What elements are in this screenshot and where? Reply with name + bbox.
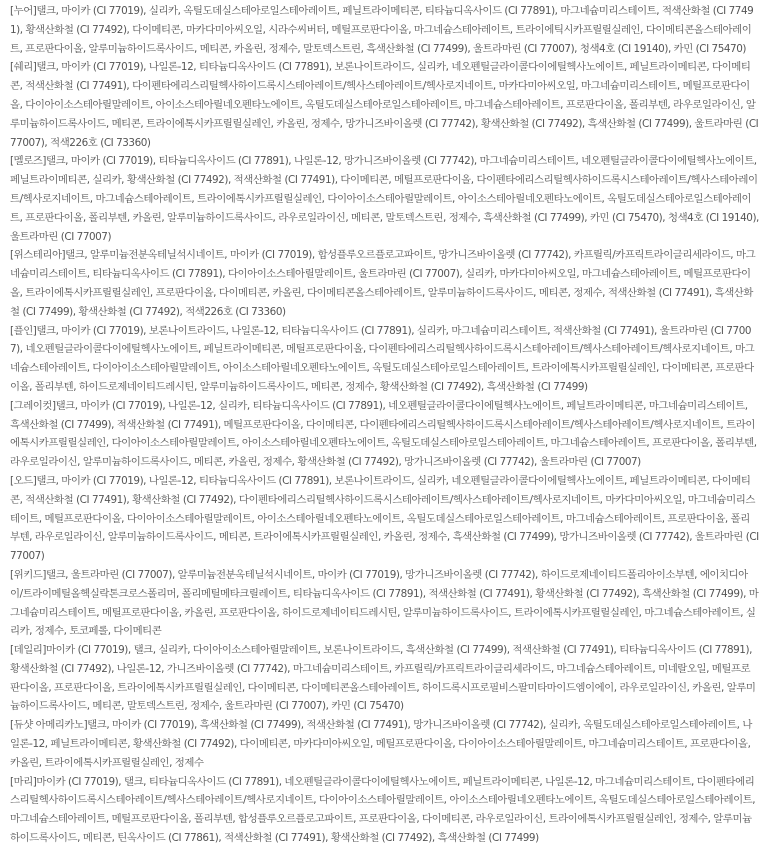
shade-label: [오드] xyxy=(10,474,37,487)
ingredient-paragraph-nuer xyxy=(10,2,759,58)
ingredient-text: 탤크, 마이카 (CI 77019), 보론나이트라이드, 나일론-12, 티타늄디옥사이드 (CI 77891), 실리카, 마그네슘미리스테이트, 적색산화철 (CI 77491), 울트라마린 (CI 77007), 네오펜틸글라이콜다이에틸헥사노에이트, 페닐트라이메티콘, 메틸프로판다이올, 다이펜타에리스리틸헥사하이드록시스테아레이트/헥사스테아레이트/헥사로지네이트, 마그네슘스테아레이트, 다이아이소스테아릴말레이트, 아이소스테아릴네오펜타노에이트, 옥틸도데실스테아로일스테아레이트, 트라이에톡시카프릴릴실레인, 다이메티콘, 프로판다이올, 폴리부텐, 하이드로제네이티드레시틴, 알루미늄하이드록사이드, 메티콘, 정제수, 황색산화철 (CI 77492), 흑색산화철 (CI 77499) xyxy=(10,324,755,393)
ingredient-text: 탤크, 마이카 (CI 77019), 나일론-12, 티타늄디옥사이드 (CI 77891), 보론나이트라이드, 실리카, 네오펜틸글라이콜다이에틸헥사노에이트, 페닐트라이메티콘, 다이메티콘, 적색산화철 (CI 77491), 다이펜타에리스리틸헥사하이드록시스테아레이트/헥사스테아레이트/헥사로지네이트, 마카다미아씨오일, 마그네슘미리스테이트, 메틸프로판다이올, 다이아이소스테아릴말레이트, 아이소스테아릴네오펜타노에이트, 옥틸도데실스테아로일스테아레이트, 마그네슘스테아레이트, 프로판다이올, 폴리부텐, 라우로일라이신, 알루미늄하이드록사이드, 메티콘, 트라이에톡시카프릴릴실레인, 카올린, 정제수, 망가니즈바이올렛 (CI 77742), 황색산화철 (CI 77492), 흑색산화철 (CI 77499), 울트라마린 (CI 77007), 적색226호 (CI 73360) xyxy=(10,61,759,149)
ingredient-paragraph-daily xyxy=(10,641,759,716)
ingredient-text: 탤크, 알루미늄전분옥테닐석시네이트, 마이카 (CI 77019), 합성플루오르플로고파이트, 망가니즈바이올렛 (CI 77742), 카프릴릭/카프릭트라이글리세라이드, 마그네슘미리스테이트, 티타늄디옥사이드 (CI 77891), 다이아이소스테아릴말레이트, 울트라마린 (CI 77007), 실리카, 마카다미아씨오일, 마그네슘스테아레이트, 메틸프로판다이올, 트라이에톡시카프릴릴실레인, 프로판다이올, 다이메티콘, 카올린, 다이메티콘올스테아레이트, 알루미늄하이드록사이드, 메티콘, 정제수, 적색산화철 (CI 77491), 흑색산화철 (CI 77499), 황색산화철 (CI 77492), 적색226호 (CI 73360) xyxy=(10,249,756,318)
shade-label: [멜로즈] xyxy=(10,155,46,168)
ingredient-text: 탤크, 마이카 (CI 77019), 나일론-12, 티타늄디옥사이드 (CI 77891), 보론나이트라이드, 실리카, 네오펜틸글라이콜다이에틸헥사노에이트, 페닐트라이메티콘, 다이메티콘, 적색산화철 (CI 77491), 황색산화철 (CI 77492), 다이펜타에리스리틸헥사하이드록시스테아레이트/헥사스테아레이트/헥사로지네이트, 마카다미아씨오일, 마그네슘미리스테이트, 메틸프로판다이올, 다이아이소스테아릴말레이트, 아이소스테아릴네오펜타노에이트, 옥틸도데실스테아로일스테아레이트, 마그네슘스테아레이트, 프로판다이올, 폴리부텐, 라우로일라이신, 알루미늄하이드록사이드, 메티콘, 트라이에톡시카프릴릴실레인, 카올린, 정제수, 흑색산화철 (CI 77499), 망가니즈바이올렛 (CI 77742), 울트라마린 (CI 77007) xyxy=(10,474,759,563)
ingredient-paragraph-dushot-americano xyxy=(10,716,759,772)
shade-label: [마리] xyxy=(10,775,37,788)
shade-label: [누어] xyxy=(10,5,37,17)
ingredient-paragraph-wicked xyxy=(10,566,759,641)
ingredient-text: 탤크, 울트라마린 (CI 77007), 알루미늄전분옥테닐석시네이트, 마이카 (CI 77019), 망가니즈바이올렛 (CI 77742), 하이드로제네이티드폴리아이소부텐, 에이치디아이/트라이메틸올헥실락톤크로스폴리머, 폴리메틸메타크릴레이트, 티타늄디옥사이드 (CI 77891), 적색산화철 (CI 77491), 황색산화철 (CI 77492), 흑색산화철 (CI 77499), 마그네슘미리스테이트, 메틸프로판다이올, 카올린, 프로판다이올, 하이드로제네이티드레시틴, 알루미늄하이드록사이드, 트라이에톡시카프릴릴실레인, 마그네슘스테아레이트, 실리카, 정제수, 토코페롤, 다이메티콘 xyxy=(10,568,759,638)
shade-label: [플인] xyxy=(10,324,37,337)
ingredient-paragraph-sherry xyxy=(10,58,759,152)
ingredient-paragraph-wisteria xyxy=(10,246,759,321)
shade-label: [데일리] xyxy=(10,644,46,657)
ingredient-text: 탤크, 마이카 (CI 77019), 나일론-12, 실리카, 티타늄디옥사이드 (CI 77891), 네오펜틸글라이콜다이에틸헥사노에이트, 페닐트라이메티콘, 마그네슘미리스테이트, 흑색산화철 (CI 77499), 적색산화철 (CI 77491), 메틸프로판다이올, 다이메티콘, 다이펜타에리스리틸헥사하이드록시스테아레이트/헥사스테아레이트/헥사로지네이트, 트라이에톡시카프릴릴실레인, 다이아이소스테아릴말레이트, 아이소스테아릴네오펜타노에이트, 옥틸도데실스테아로일스테아레이트, 마그네슘스테아레이트, 프로판다이올, 폴리부텐, 라우로일라이신, 알루미늄하이드록사이드, 메티콘, 카올린, 정제수, 황색산화철 (CI 77492), 망가니즈바이올렛 (CI 77742), 울트라마린 (CI 77007) xyxy=(10,399,757,469)
ingredient-paragraph-ode xyxy=(10,472,759,566)
shade-label: [쉐리] xyxy=(10,61,37,74)
ingredient-text: 마이카 (CI 77019), 탤크, 티타늄디옥사이드 (CI 77891), 네오펜틸글라이콜다이에틸헥사노에이트, 페닐트라이메티콘, 나일론-12, 마그네슘미리스테이트, 다이펜타에리스리틸헥사하이드록시스테아레이트/헥사스테아레이트/헥사로지네이트, 다이아이소스테아릴말레이트, 아이소스테아릴네오펜타노에이트, 옥틸도데실스테아로일스테아레이트, 마그네슘스테아레이트, 메틸프로판다이올, 폴리부텐, 합성플루오르플로고파이트, 프로판다이올, 다이메티콘, 라우로일라이신, 트라이에톡시카프릴릴실레인, 정제수, 알루미늄하이드록사이드, 메티콘, 틴옥사이드 (CI 77861), 적색산화철 (CI 77491), 황색산화철 (CI 77492), 흑색산화철 (CI 77499) xyxy=(10,775,756,845)
ingredient-text: 탤크, 마이카 (CI 77019), 티타늄디옥사이드 (CI 77891), 나일론-12, 망가니즈바이올렛 (CI 77742), 마그네슘미리스테이트, 네오펜틸글라이콜다이에틸헥사노에이트, 페닐트라이메티콘, 실리카, 황색산화철 (CI 77492), 적색산화철 (CI 77491), 다이메티콘, 메틸프로판다이올, 다이펜타에리스리틸헥사하이드록시스테아레이트/헥사스테아레이트/헥사로지네이트, 마그네슘스테아레이트, 트라이에톡시카프릴릴실레인, 다이아이소스테아릴말레이트, 아이소스테아릴네오펜타노에이트, 옥틸도데실스테아로일스테아레이트, 프로판다이올, 폴리부텐, 카올린, 알루미늄하이드록사이드, 라우로일라이신, 메티콘, 말토덱스트린, 정제수, 흑색산화철 (CI 77499), 카민 (CI 75470), 청색4호 (CI 19140), 울트라마린 (CI 77007) xyxy=(10,155,759,243)
ingredient-paragraph-graycut xyxy=(10,397,759,472)
ingredient-list xyxy=(10,2,759,848)
ingredient-paragraph-plin xyxy=(10,322,759,397)
shade-label: [위스테리아] xyxy=(10,249,66,262)
ingredient-paragraph-melrose xyxy=(10,152,759,246)
ingredient-text: 탤크, 마이카 (CI 77019), 실리카, 옥틸도데실스테아로일스테아레이트, 페닐트라이메티콘, 티타늄디옥사이드 (CI 77891), 마그네슘미리스테이트, 적색산화철 (CI 77491), 황색산화철 (CI 77492), 다이메티콘, 마카다미아씨오일, 시라수씨버터, 메틸프로판다이올, 마그네슘스테아레이트, 트라이에틱시카프릴릴실레인, 다이메티콘올스테아레이트, 프로판다이올, 알루미늄하이드록사이드, 메티콘, 카올린, 정제수, 말토덱스트린, 흑색산화철 (CI 77499), 울트라마린 (CI 77007), 청색4호 (CI 19140), 카민 (CI 75470) xyxy=(10,5,754,55)
ingredient-paragraph-mari xyxy=(10,773,759,848)
shade-label: [위키드] xyxy=(10,568,46,581)
ingredient-text: 마이카 (CI 77019), 탤크, 실리카, 다이아이소스테아릴말레이트, 보론나이트라이드, 흑색산화철 (CI 77499), 적색산화철 (CI 77491), 티타늄디옥사이드 (CI 77891), 황색산화철 (CI 77492), 나일론-12, 가니즈바이올렛 (CI 77742), 마그네슘미리스테이트, 카프릴릭/카프릭트라이글리세라이드, 마그네슘스테아레이트, 미네랄오일, 메틸프로판다이올, 프로판다이올, 트라이에톡시카프릴릴실레인, 다이메티콘, 다이메티콘올스테아레이트, 하이드록시프로필비스팔미타마이드엠이에이, 라우로일라이신, 카올린, 알루미늄하이드록사이드, 메티콘, 말토덱스트린, 정제수, 울트라마린 (CI 77007), 카민 (CI 75470) xyxy=(10,644,756,713)
shade-label: [듀샷 아메리카노] xyxy=(10,719,88,732)
ingredient-text: 탤크, 마이카 (CI 77019), 흑색산화철 (CI 77499), 적색산화철 (CI 77491), 망가니즈바이올렛 (CI 77742), 실리카, 옥틸도데실스테아로일스테아레이트, 나일론-12, 페닐트라이메티콘, 황색산화철 (CI 77492), 다이메티콘, 마카다미아씨오일, 메틸프로판다이올, 다이아이소스테아릴말레이트, 마그네슘미리스테이트, 프로판다이올, 카올린, 트라이에톡시카프릴릴실레인, 정제수 xyxy=(10,719,752,769)
shade-label: [그레이컷] xyxy=(10,399,56,412)
